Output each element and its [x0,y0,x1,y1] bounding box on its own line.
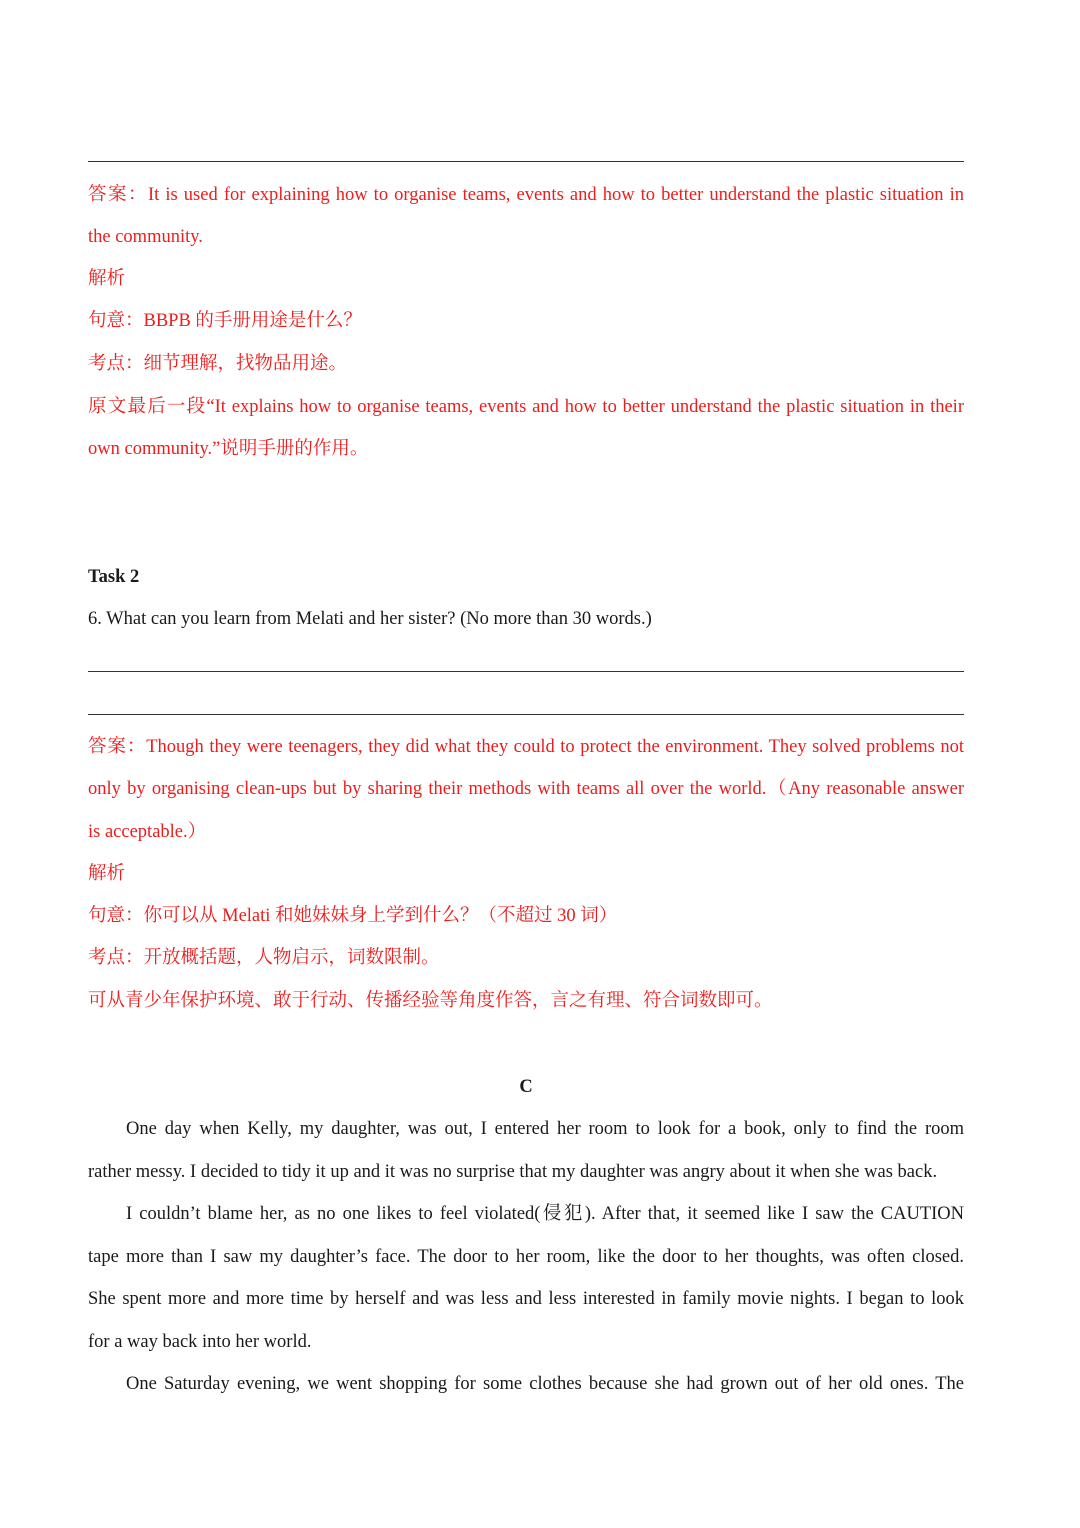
passage-line-2: rather messy. I decided to tidy it up and it was no surprise that my daughter was angry about it when she was back. [88,1162,938,1182]
task2-answer-line-1: 答案：Though they were teenagers, they did what they could to protect the environment. They solved problems not [88,737,964,757]
task2-answer-line-3: is acceptable.） [88,822,207,842]
task1-source-line-1: 原文最后一段“It explains how to organise teams, events and how to better understand the plastic situation in their [88,397,964,417]
task1-answer-line-2: the community. [88,227,203,247]
answer-line-task1 [88,161,964,162]
passage-line-5: She spent more and more time by herself and was less and less interested in family movie nights. I began to look [88,1289,964,1309]
task2-analysis-label: 解析 [88,864,126,884]
passage-line-3: I couldn’t blame her, as no one likes to feel violated(侵犯). After that, it seemed like I saw the CAUTION [126,1204,964,1224]
task2-tip: 可从青少年保护环境、敢于行动、传播经验等角度作答，言之有理、符合词数即可。 [88,991,773,1011]
task1-answer-line-1: 答案：It is used for explaining how to organise teams, events and how to better understand the plastic situation in [88,185,964,205]
task1-source-line-2: own community.”说明手册的作用。 [88,439,369,459]
document-page [88,0,964,1528]
task2-point: 考点：开放概括题，人物启示，词数限制。 [88,948,440,968]
passage-line-4: tape more than I saw my daughter’s face. The door to her room, like the door to her thoughts, was often closed. [88,1247,964,1267]
passage-line-1: One day when Kelly, my daughter, was out, I entered her room to look for a book, only to find the room [126,1119,964,1139]
passage-line-7: One Saturday evening, we went shopping for some clothes because she had grown out of her old ones. The [126,1374,964,1394]
task2-meaning: 句意：你可以从 Melati 和她妹妹身上学到什么？（不超过 30 词） [88,906,618,926]
answer-line-task2-1 [88,671,964,672]
task2-question: 6. What can you learn from Melati and her sister? (No more than 30 words.) [88,609,652,629]
answer-line-task2-2 [88,714,964,715]
task2-answer-line-2: only by organising clean-ups but by sharing their methods with teams all over the world.（Any reasonable answer [88,779,964,799]
task1-analysis-label: 解析 [88,269,126,289]
task1-meaning: 句意：BBPB 的手册用途是什么？ [88,311,362,331]
task1-point: 考点：细节理解，找物品用途。 [88,354,348,374]
task2-heading: Task 2 [88,567,140,587]
passage-c-heading: C [519,1077,533,1097]
passage-line-6: for a way back into her world. [88,1332,312,1352]
